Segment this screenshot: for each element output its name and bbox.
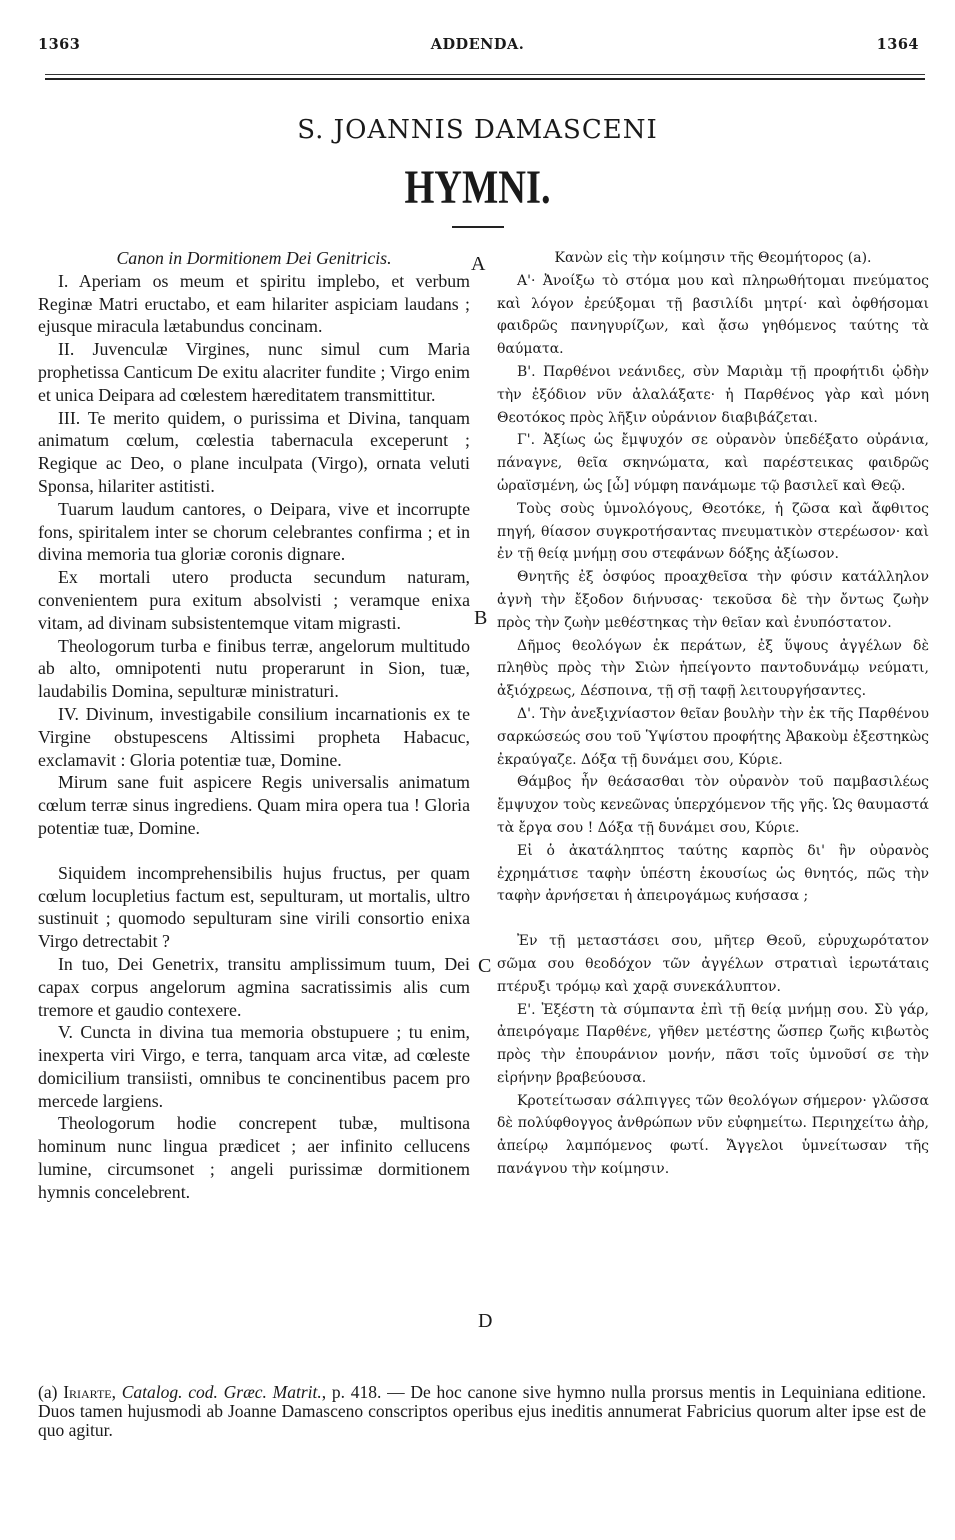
- latin-paragraph: II. Juvenculæ Virgines, nunc simul cum Maria prophetissa Canticum De exitu alacriter fundite ; Virgo enim et unica Deipara ad cœlestem hæreditatem transmittitur.: [38, 339, 470, 405]
- greek-paragraph: Εἰ ὁ ἀκατάληπτος ταύτης καρπὸς δι' ἣν οὐρανὸς ἐχρημάτισε ταφὴν ὑπέστη ἑκουσίως ὡς θνητός, πῶς τὴν ταφὴν ἀρνήσεται ἡ ἀπειρογάμως κυήσασα ;: [497, 842, 929, 905]
- latin-paragraph: I. Aperiam os meum et spiritu implebo, et verbum Reginæ Matri eructabo, et eam hilariter aspiciam laudans ; ejusque miracula lætabundus concinam.: [38, 270, 470, 337]
- latin-paragraph: Tuarum laudum cantores, o Deipara, vive et incorrupte fons, spiritalem inter se chorum celebrantes confirma ; et in divina memoria tua gloriæ coronis dignare.: [38, 498, 470, 565]
- latin-gap: [38, 840, 470, 862]
- greek-column: [497, 247, 929, 1181]
- greek-paragraph: Κροτείτωσαν σάλπιγγες τῶν θεολόγων σήμερον· γλῶσσα δὲ πολύφθογγος ἀνθρώπων νῦν εὐφημείτω. Περιηχείτω ἀὴρ, ἀπείρῳ λαμπόμενος φωτί. Ἄγγελοι ὑμνείτωσαν τῆς πανάγνου τὴν κοίμησιν.: [497, 1092, 929, 1178]
- greek-paragraph: Γ'. Ἀξίως ὡς ἔμψυχόν σε οὐρανὸν ὑπεδέξατο οὐράνια, πάναγνε, θεῖα σκηνώματα, καὶ παρέστεικας φαιδρῶς ὡραϊσμένη, ὡς [ὦ] νύμφη πανάμωμε τῷ βασιλεῖ καὶ Θεῷ.: [497, 432, 929, 494]
- footnote-mark: (a): [38, 1382, 58, 1402]
- greek-paragraph: Θάμβος ἦν θεάσασθαι τὸν οὐρανὸν τοῦ παμβασιλέως ἔμψυχον τοὺς κενεῶνας ὑπερχόμενον τῆς γῆς. Ὡς θαυμαστά τὰ ἔργα σου ! Δόξα τῇ δυνάμει σου, Κύριε.: [497, 774, 929, 836]
- footnote: [38, 1383, 926, 1440]
- greek-paragraph: Δ'. Τὴν ἀνεξιχνίαστον θεῖαν βουλὴν τὴν ἐκ τῆς Παρθένου σαρκώσεώς σου τοῦ Ὑψίστου προφήτης Ἀβακοὺμ ἐξεστηκὼς ἐκραύγαζε. Δόξα τῇ δυνάμει σου, Κύριε.: [497, 705, 929, 768]
- greek-paragraph: Θνητῆς ἐξ ὀσφύος προαχθεῖσα τὴν φύσιν κατάλληλον ἁγνὴ τὴν ἔξοδον διήνυσας· τεκοῦσα δὲ τὴν ὄντως ζωὴν πρὸς τὴν ζωὴν μεθέστηκας τὴν θεῖαν καὶ ἐνυπόστατον.: [497, 569, 929, 631]
- latin-paragraph: Mirum sane fuit aspicere Regis universalis animatum cœlum terræ sinus ingrediens. Quam mira opera tua ! Gloria potentiæ tuæ, Domine.: [38, 772, 470, 838]
- footnote-body: , p. 418. — De hoc canone sive hymno nulla prorsus mentis in Lequiniana editione. Duos tamen hujusmodi ab Joanne Damasceno conscriptos operibus ejus ineditis annumerat Fabricius quorum alter ipse est de quo agitur.: [38, 1382, 927, 1440]
- greek-paragraph: Ε'. Ἐξέστη τὰ σύμπαντα ἐπὶ τῇ θείᾳ μνήμῃ σου. Σὺ γάρ, ἀπειρόγαμε Παρθένε, γῆθεν μετέστης ὥσπερ ζωῆς κιβωτὸς πρὸς τὴν ἐπουράνιον μονήν, πᾶσι τοῖς ὑμνοῦσί σε τὴν εἰρήνην βραβεύουσα.: [497, 1001, 929, 1086]
- latin-paragraph: Siquidem incomprehensibilis hujus fructus, per quam cœlum locupletius factum est, sepulturam, ut mortalis, ultro sustinuit ; quomodo sepulturam sine virili consortio enixa Virgo detrectabit ?: [38, 862, 470, 952]
- latin-paragraph: Theologorum hodie concrepent tubæ, multisona hominum nunc lingua prædicet ; aer infinito cellucens lumine, circumsonet ; angeli purissimæ dormitionem hymnis concelebrent.: [38, 1113, 470, 1202]
- page-number-right: 1364: [876, 36, 919, 53]
- section-marker-a: A: [471, 253, 486, 275]
- greek-paragraph: Α'· Ἀνοίξω τὸ στόμα μου καὶ πληρωθήτομαι πνεύματος καὶ λόγον ἐρεύξομαι τῇ βασιλίδι μητρί· καὶ ὀφθήσομαι φαιδρῶς πανηγυρίζων, καὶ ᾄσω γηθόμενος ταύτης τὰ θαύματα.: [497, 272, 929, 358]
- latin-paragraph: In tuo, Dei Genetrix, transitu amplissimum tuum, Dei capax corpus angelorum agmina sacratissimis alis cum tremore et gaudio contexere.: [38, 953, 470, 1020]
- running-head: ADDENDA.: [430, 36, 525, 53]
- header-rule-top: [45, 74, 925, 75]
- latin-heading: Canon in Dormitionem Dei Genitricis.: [116, 248, 392, 268]
- title-main: HYMNI.: [404, 161, 551, 214]
- section-marker-c: C: [478, 955, 492, 977]
- page-number-left: 1363: [38, 36, 81, 53]
- title-divider: [452, 226, 504, 228]
- greek-heading: Κανὼν εἰς τὴν κοίμησιν τῆς Θεομήτορος (a).: [554, 250, 872, 266]
- section-marker-b: B: [474, 607, 488, 629]
- greek-paragraph: Ἐν τῇ μεταστάσει σου, μῆτερ Θεοῦ, εὐρυχωρότατον σῶμα σου θεοδόχον τῶν ἀγγέλων στρατιαὶ ἱερωτάταις πτέρυξι τρόμῳ καὶ χαρᾷ συνεκάλυπτον.: [497, 933, 929, 995]
- header-rule-bottom: [45, 78, 925, 80]
- greek-paragraph: Β'. Παρθένοι νεάνιδες, σὺν Μαριὰμ τῇ προφήτιδι ᾠδὴν τὴν ἐξόδιον νῦν ἀλαλάξατε· ἡ Παρθένος γὰρ καὶ μόνη Θεοτόκος πρὸς λῆξιν οὐράνιον διαβιβάζεται.: [497, 363, 929, 426]
- title-author: S. JOANNIS DAMASCENI: [297, 115, 658, 145]
- section-marker-d: D: [478, 1310, 493, 1332]
- greek-paragraph: Δῆμος θεολόγων ἐκ περάτων, ἐξ ὕψους ἀγγέλων δὲ πληθὺς πρὸς τὴν Σιὼν ἠπείγοντο παντοδυνάμῳ νεύματι, ἀξιόχρεως, Δέσποινα, τῇ σῇ ταφῇ λειτουργήσαντες.: [497, 637, 929, 700]
- latin-paragraph: V. Cuncta in divina tua memoria obstupuere ; tu enim, inexperta viri Virgo, e terra, tanquam arca vitæ, ad cœleste domicilium transiisti, omnibus te concinentibus pacem pro mercede largiens.: [38, 1022, 470, 1111]
- greek-paragraph: Τοὺς σοὺς ὑμνολόγους, Θεοτόκε, ἡ ζῶσα καὶ ἄφθιτος πηγή, θίασον συγκροτήσαντας πνευματικὸν στερέωσον· καὶ ἐν τῇ θείᾳ μνήμῃ σου στεφάνων δόξης ἀξίωσον.: [497, 500, 929, 563]
- latin-paragraph: IV. Divinum, investigabile consilium incarnationis ex te Virgine obstupescens Altissimi propheta Habacuc, exclamavit : Gloria potentiæ tuæ, Domine.: [38, 703, 470, 770]
- latin-paragraph: Ex mortali utero producta secundum naturam, convenientem pura exitum absolvisti ; veramque enixa vitam, ad divinam subsistentemque vitam migrasti.: [38, 567, 470, 633]
- footnote-author: Iriarte,: [63, 1382, 116, 1402]
- footnote-text: [38, 1383, 926, 1440]
- footnote-work: Catalog. cod. Græc. Matrit.: [121, 1382, 322, 1402]
- latin-column: [38, 247, 470, 1204]
- latin-paragraph: III. Te merito quidem, o purissima et Divina, tanquam animatum cœlum, cœlestia tabernacula exceperunt ; Regique ac Deo, o plane inculpata (Virgo), ornata veluti Sponsa, hilariter astitisti.: [38, 407, 470, 496]
- greek-gap: [497, 908, 929, 930]
- latin-paragraph: Theologorum turba e finibus terræ, angelorum multitudo ab alto, omnipotenti nutu properarunt in Sion, tuæ, laudabilis Domina, sepulturæ ministraturi.: [38, 635, 470, 702]
